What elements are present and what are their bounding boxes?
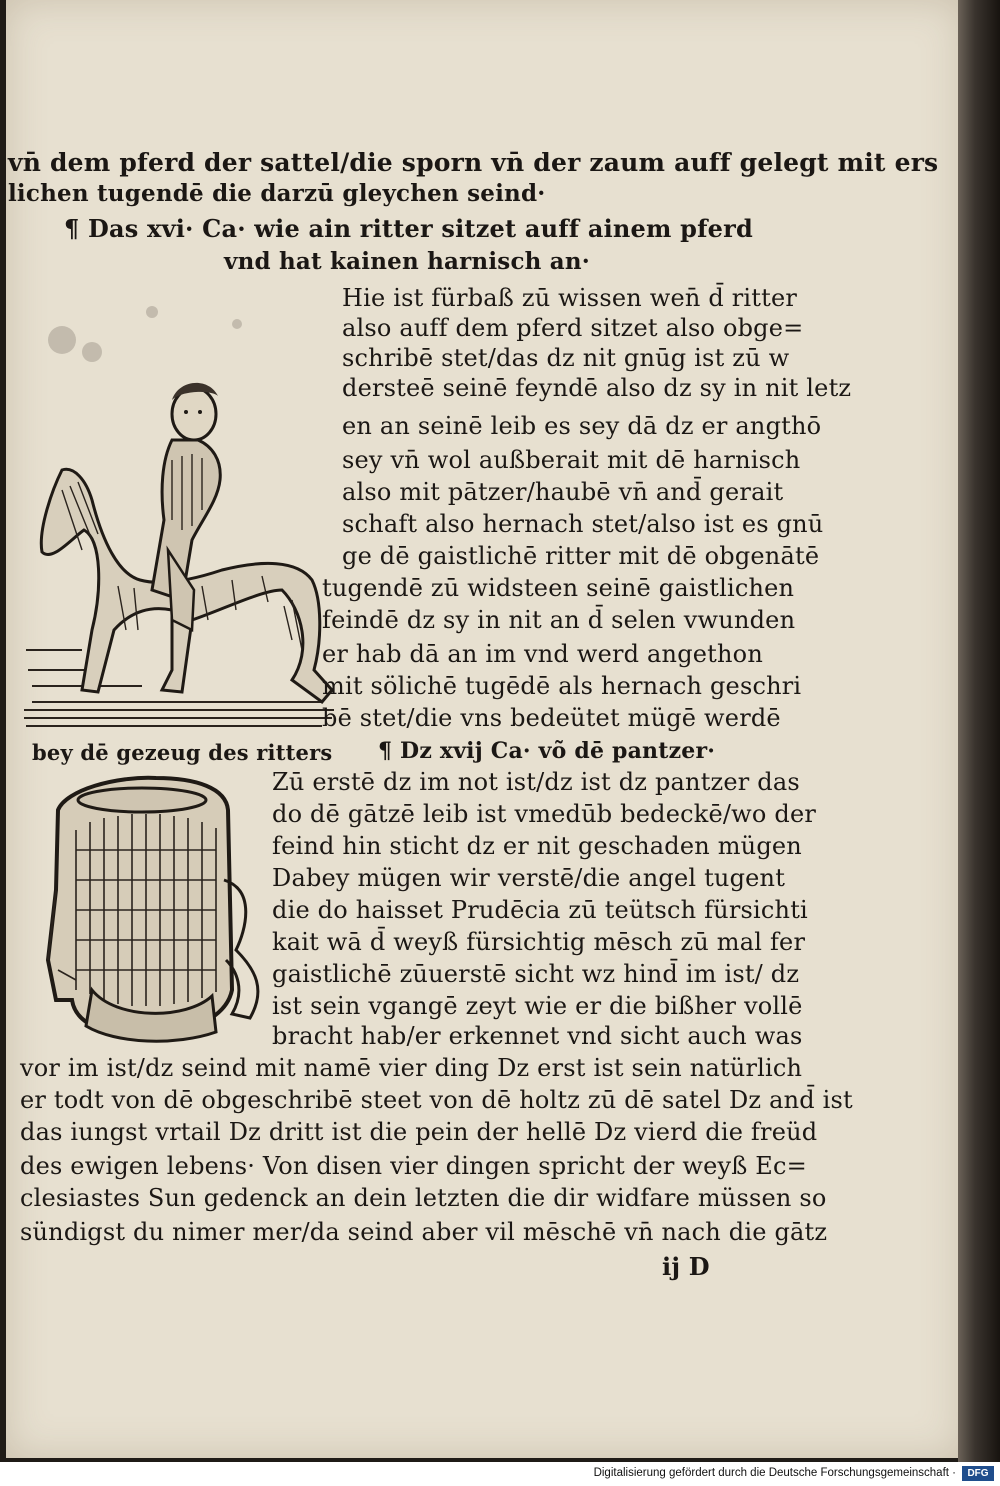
text-line: bracht hab/er erkennet vnd sicht auch was [272, 1022, 803, 1050]
text-line: lichen tugendē die darzū gleychen seind· [8, 180, 546, 207]
text-line: clesiastes Sun gedenck an dein letzten die dir widfare müssen so [20, 1184, 827, 1212]
woodcut-caption: bey dē gezeug des ritters [32, 740, 333, 765]
text-line: er todt von dē obgeschribē steet von dē holtz zū dē satel Dz and̄ ist [20, 1086, 853, 1114]
text-line: Dabey mügen wir verstē/die angel tugent [272, 864, 786, 892]
text-line: er hab dā an im vnd werd angethon [322, 640, 763, 668]
footer-bar [0, 1462, 1000, 1486]
text-line: tugendē zū widsteen seinē gaistlichen [322, 574, 795, 602]
chapter-heading: ¶ Das xvi· Ca· wie ain ritter sitzet auff ainem pferd [64, 214, 753, 243]
text-line: do dē gātzē leib ist vmedūb bedeckē/wo der [272, 800, 817, 828]
text-line: sey vn̄ wol außberait mit dē harnisch [342, 446, 801, 474]
text-line: feindē dz sy in nit an d̄ selen vwunden [322, 606, 796, 634]
text-line: mit sölichē tugēdē als hernach geschri [322, 672, 802, 700]
text-line: bē stet/die vns bedeütet mügē werdē [322, 704, 781, 732]
text-line: gaistlichē zūuerstē sicht wz hind̄ im ist/ dz [272, 960, 800, 988]
book-page [6, 0, 964, 1458]
chapter-heading-2: ¶ Dz xvij Ca· võ dē pantzer· [378, 738, 716, 764]
woodcut-knight-on-horse-icon [22, 290, 338, 732]
page-edge [958, 0, 1000, 1462]
dfg-logo-icon: DFG [962, 1466, 994, 1481]
text-line: die do haisset Prudēcia zū teütsch fürsichti [272, 896, 808, 924]
text-line: also auff dem pferd sitzet also obge= [342, 314, 804, 342]
woodcut-armor-pantzer-icon [36, 770, 268, 1050]
chapter-heading: vnd hat kainen harnisch an· [224, 248, 591, 275]
text-line: schaft also hernach stet/also ist es gnū [342, 510, 824, 538]
text-line: also mit pātzer/haubē vn̄ and̄ gerait [342, 478, 784, 506]
footer-credit: Digitalisierung gefördert durch die Deutsche Forschungsgemeinschaft · [593, 1467, 956, 1479]
text-line: dersteē seinē feyndē also dz sy in nit letz [342, 374, 852, 402]
text-line: vor im ist/dz seind mit namē vier ding Dz erst ist sein natürlich [20, 1054, 803, 1082]
signature-mark: ij D [662, 1252, 710, 1281]
text-line: vn̄ dem pferd der sattel/die sporn vn̄ der zaum auff gelegt mit ers [8, 148, 939, 177]
text-line: das iungst vrtail Dz dritt ist die pein der hellē Dz vierd die freüd [20, 1118, 818, 1146]
text-line: ist sein vgangē zeyt wie er die bißher vollē [272, 992, 803, 1020]
text-line: sündigst du nimer mer/da seind aber vil mēschē vn̄ nach die gātz [20, 1218, 828, 1246]
text-line: Hie ist fürbaß zū wissen wen̄ d̄ ritter [342, 284, 798, 312]
text-line: Zū erstē dz im not ist/dz ist dz pantzer das [272, 768, 800, 796]
text-line: ge dē gaistlichē ritter mit dē obgenātē [342, 542, 820, 570]
text-line: en an seinē leib es sey dā dz er angthō [342, 412, 822, 440]
text-line: schribē stet/das dz nit gnūg ist zū w [342, 344, 790, 372]
text-line: des ewigen lebens· Von disen vier dingen spricht der weyß Ec= [20, 1152, 807, 1180]
text-line: kait wā d̄ weyß fürsichtig mēsch zū mal fer [272, 928, 806, 956]
text-line: feind hin sticht dz er nit geschaden mügen [272, 832, 802, 860]
